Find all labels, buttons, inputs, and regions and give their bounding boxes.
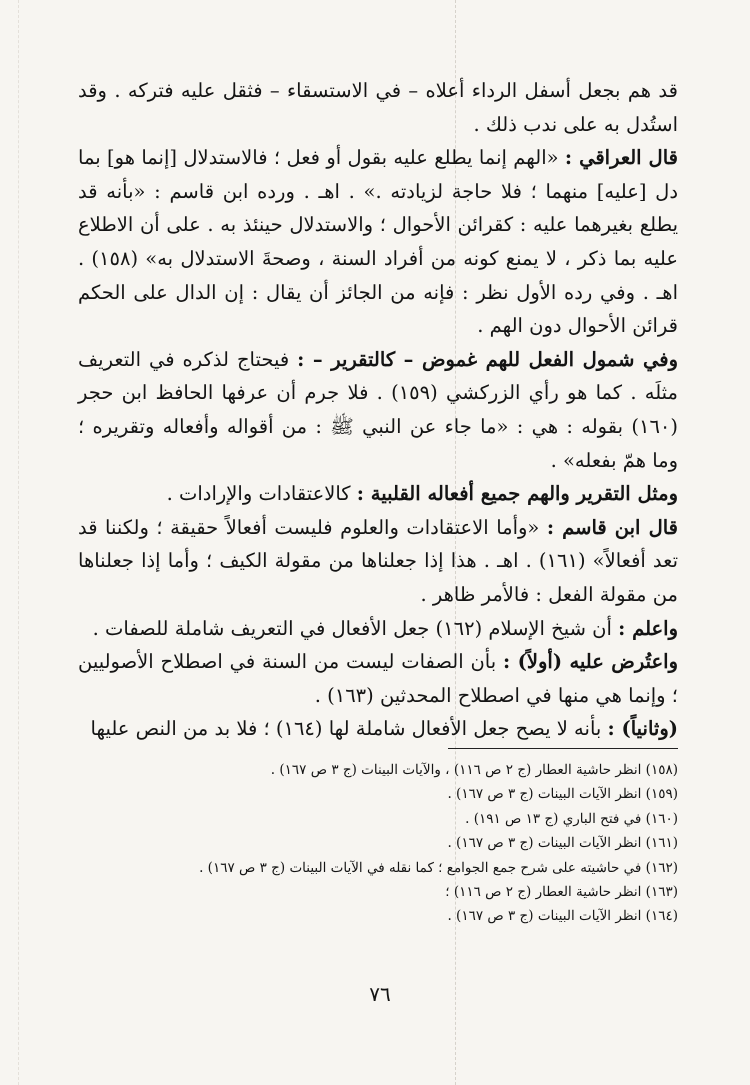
- paragraph: قال العراقي : «الهم إنما يطلع عليه بقول أو فعل ؛ فالاستدلال [إنما هو] بما دل [عليه] منهما ؛ فلا حاجة لزيادته .» . اهـ . ورده ابن قاسم : «بأنه قد يطلع بغيرهما عليه : كقرائن الأحوال ؛ والاستدلال حينئذ به . على أن الاطلاع عليه بما ذكر ، لا يمنع كونه من أفراد السنة ، وصحةَ الاستدلال به» (١٥٨) . اهـ . وفي رده الأول نظر : فإنه من الجائز أن يقال : إن الدال على الحكم قرائن الأحوال دون الهم .: [78, 146, 678, 338]
- footnote: (١٦١) انظر الآيات البينات (ج ٣ ص ١٦٧) .: [447, 835, 678, 852]
- footnote: (١٦٢) في حاشيته على شرح جمع الجوامع ؛ كما نقله في الآيات البينات (ج ٣ ص ١٦٧) .: [199, 859, 678, 876]
- main-text: [78, 74, 678, 746]
- paragraph: ومثل التقرير والهم جميع أفعاله القلبية : كالاعتقادات والإرادات .: [166, 482, 678, 506]
- footnote: (١٦٣) انظر حاشية العطار (ج ٢ ص ١١٦) ؛: [445, 884, 678, 901]
- paragraph: قال ابن قاسم : «وأما الاعتقادات والعلوم فليست أفعالاً حقيقة ؛ ولكننا قد تعد أفعالاً» (١٦١) . اهـ . هذا إذا جعلناها من مقولة الكيف ؛ وأما إذا جعلناها من مقولة الفعل : فالأمر ظاهر .: [78, 515, 679, 606]
- footnote-separator: [448, 748, 678, 749]
- footnote: (١٥٨) انظر حاشية العطار (ج ٢ ص ١١٦) ، والآيات البينات (ج ٣ ص ١٦٧) .: [270, 762, 678, 778]
- footnote: (١٥٩) انظر الآيات البينات (ج ٣ ص ١٦٧) .: [447, 786, 678, 803]
- paragraph: وفي شمول الفعل للهم غموض – كالتقرير – : فيحتاج لذكره في التعريف مثلَه . كما هو رأي الزركشي (١٥٩) . فلا جرم أن عرفها الحافظ ابن حجر (١٦٠) بقوله : هي : «ما جاء عن النبي ﷺ : من أقواله وأفعاله وتقريره ؛ وما همّ بفعله» .: [78, 347, 678, 472]
- page-number: ٧٦: [369, 982, 391, 1006]
- paragraph: واعلم : أن شيخ الإسلام (١٦٢) جعل الأفعال في التعريف شاملة للصفات .: [92, 616, 678, 640]
- footnote: (١٦٤) انظر الآيات البينات (ج ٣ ص ١٦٧) .: [447, 908, 678, 925]
- footnotes: [150, 758, 678, 929]
- paragraph: (وثانياً) : بأنه لا يصح جعل الأفعال شاملة لها (١٦٤) ؛ فلا بد من النص عليها: [90, 717, 678, 741]
- paragraph: واعتُرض عليه (أولاً) : بأن الصفات ليست من السنة في اصطلاح الأصوليين ؛ وإنما هي منها في اصطلاح المحدثين (١٦٣) .: [78, 650, 678, 707]
- footnote: (١٦٠) في فتح الباري (ج ١٣ ص ١٩١) .: [465, 810, 678, 827]
- paragraph: قد هم بجعل أسفل الرداء أعلاه – في الاستسقاء – فثقل عليه فتركه . وقد استُدل به على ندب ذلك .: [78, 79, 678, 136]
- page-edge-line: [18, 0, 19, 1085]
